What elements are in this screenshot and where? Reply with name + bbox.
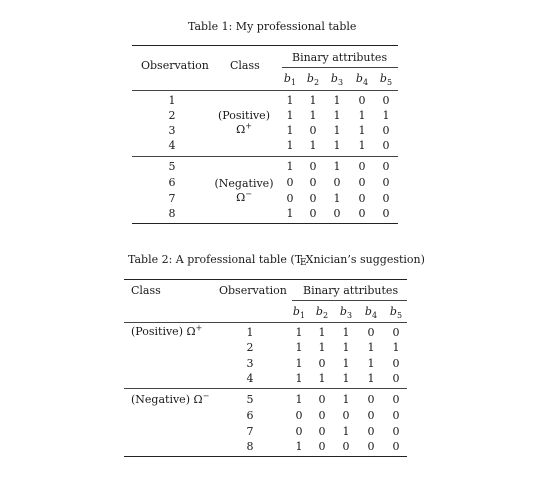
table1-r7-b2: 0 bbox=[309, 192, 317, 205]
table2-mid-rule bbox=[124, 322, 407, 323]
table1-r8-b2: 0 bbox=[309, 207, 317, 220]
table1-r8-b4: 0 bbox=[358, 207, 366, 220]
table2-r6-b3: 0 bbox=[342, 409, 350, 422]
table1-group-rule bbox=[132, 156, 398, 157]
table2-obs-3: 3 bbox=[246, 357, 254, 370]
table2-attr-b5: $b_5$ bbox=[389, 305, 403, 321]
table1-r8-b1: 1 bbox=[286, 207, 294, 220]
table1-obs-1: 1 bbox=[168, 94, 176, 107]
table2-r3-b4: 1 bbox=[367, 357, 375, 370]
table1-r1-b1: 1 bbox=[286, 94, 294, 107]
table2-r8-b3: 0 bbox=[342, 440, 350, 453]
table2-r8-b1: 1 bbox=[295, 440, 303, 453]
table2-r5-b3: 1 bbox=[342, 393, 350, 406]
table1-caption: Table 1: My professional table bbox=[188, 20, 357, 33]
table1-r6-b3: 0 bbox=[333, 176, 341, 189]
table1-attr-b1: $b_1$ bbox=[283, 72, 297, 88]
table1-r3-b1: 1 bbox=[286, 124, 294, 137]
table1-r8-b3: 0 bbox=[333, 207, 341, 220]
table1-r4-b2: 1 bbox=[309, 139, 317, 152]
table2-r7-b2: 0 bbox=[318, 425, 326, 438]
table2-attr-b4: $b_4$ bbox=[364, 305, 378, 321]
table2-r3-b1: 1 bbox=[295, 357, 303, 370]
table2-r1-b2: 1 bbox=[318, 326, 326, 339]
table2-r4-b1: 1 bbox=[295, 372, 303, 385]
table1-bottom-rule bbox=[132, 223, 398, 224]
table2-r6-b2: 0 bbox=[318, 409, 326, 422]
table2-r5-b1: 1 bbox=[295, 393, 303, 406]
table1-r1-b3: 1 bbox=[333, 94, 341, 107]
table2-r1-b5: 0 bbox=[392, 326, 400, 339]
table2-r3-b3: 1 bbox=[342, 357, 350, 370]
table2-obs-2: 2 bbox=[246, 341, 254, 354]
table2-r3-b5: 0 bbox=[392, 357, 400, 370]
table1-class-positive-omega: Ω+ bbox=[236, 121, 252, 136]
table1-r5-b5: 0 bbox=[382, 160, 390, 173]
table2-class-negative: (Negative) Ω− bbox=[131, 391, 210, 406]
table2-r2-b3: 1 bbox=[342, 341, 350, 354]
table1-r6-b2: 0 bbox=[309, 176, 317, 189]
table1-r5-b2: 0 bbox=[309, 160, 317, 173]
table1-r6-b1: 0 bbox=[286, 176, 294, 189]
table2-r2-b4: 1 bbox=[367, 341, 375, 354]
table2-r7-b3: 1 bbox=[342, 425, 350, 438]
table1-attr-b4: $b_4$ bbox=[355, 72, 369, 88]
table2-r6-b1: 0 bbox=[295, 409, 303, 422]
table1-obs-2: 2 bbox=[168, 109, 176, 122]
table1-obs-4: 4 bbox=[168, 139, 176, 152]
table1-r3-b5: 0 bbox=[382, 124, 390, 137]
table1-r2-b4: 1 bbox=[358, 109, 366, 122]
table2-r7-b5: 0 bbox=[392, 425, 400, 438]
table1-r7-b4: 0 bbox=[358, 192, 366, 205]
table1-r4-b1: 1 bbox=[286, 139, 294, 152]
table1-class-negative: (Negative) bbox=[214, 177, 274, 190]
table2-attr-b1: $b_1$ bbox=[292, 305, 306, 321]
table1-header-binary: Binary attributes bbox=[292, 51, 388, 64]
table1-attr-b3: $b_3$ bbox=[330, 72, 344, 88]
table2-r5-b2: 0 bbox=[318, 393, 326, 406]
table1-r5-b3: 1 bbox=[333, 160, 341, 173]
table2-r6-b4: 0 bbox=[367, 409, 375, 422]
table2-obs-1: 1 bbox=[246, 326, 254, 339]
table2-attr-b3: $b_3$ bbox=[339, 305, 353, 321]
table2-header-class: Class bbox=[131, 284, 161, 297]
table1-r2-b3: 1 bbox=[333, 109, 341, 122]
table1-r2-b5: 1 bbox=[382, 109, 390, 122]
table2-obs-6: 6 bbox=[246, 409, 254, 422]
table2-top-rule bbox=[124, 279, 407, 280]
table1-r6-b5: 0 bbox=[382, 176, 390, 189]
table1-r2-b1: 1 bbox=[286, 109, 294, 122]
table1-class-negative-omega: Ω− bbox=[236, 189, 252, 204]
table1-r1-b5: 0 bbox=[382, 94, 390, 107]
table2-attr-b2: $b_2$ bbox=[315, 305, 329, 321]
table2-r4-b3: 1 bbox=[342, 372, 350, 385]
table2-r2-b5: 1 bbox=[392, 341, 400, 354]
table1-header-observation: Observation bbox=[141, 59, 209, 72]
table1-header-class: Class bbox=[230, 59, 260, 72]
table1-r5-b1: 1 bbox=[286, 160, 294, 173]
table1-r7-b5: 0 bbox=[382, 192, 390, 205]
table1-r5-b4: 0 bbox=[358, 160, 366, 173]
table1-r4-b3: 1 bbox=[333, 139, 341, 152]
table2-group-rule bbox=[124, 388, 407, 389]
table2-header-binary: Binary attributes bbox=[303, 284, 399, 297]
table1-obs-5: 5 bbox=[168, 160, 176, 173]
table2-r5-b5: 0 bbox=[392, 393, 400, 406]
table1-attr-b5: $b_5$ bbox=[379, 72, 393, 88]
table1-r7-b1: 0 bbox=[286, 192, 294, 205]
table1-r3-b2: 0 bbox=[309, 124, 317, 137]
table1-r1-b4: 0 bbox=[358, 94, 366, 107]
table1-obs-3: 3 bbox=[168, 124, 176, 137]
table1-r2-b2: 1 bbox=[309, 109, 317, 122]
table2-class-positive: (Positive) Ω+ bbox=[131, 323, 203, 338]
table2-r8-b4: 0 bbox=[367, 440, 375, 453]
table1-obs-6: 6 bbox=[168, 176, 176, 189]
table2-obs-5: 5 bbox=[246, 393, 254, 406]
table1-r3-b3: 1 bbox=[333, 124, 341, 137]
table1-r4-b5: 0 bbox=[382, 139, 390, 152]
table2-r6-b5: 0 bbox=[392, 409, 400, 422]
table2-r7-b4: 0 bbox=[367, 425, 375, 438]
table1-obs-8: 8 bbox=[168, 207, 176, 220]
table2-r8-b2: 0 bbox=[318, 440, 326, 453]
table1-r8-b5: 0 bbox=[382, 207, 390, 220]
table2-r2-b2: 1 bbox=[318, 341, 326, 354]
table2-r4-b2: 1 bbox=[318, 372, 326, 385]
table1-r6-b4: 0 bbox=[358, 176, 366, 189]
table2-r2-b1: 1 bbox=[295, 341, 303, 354]
table2-r1-b4: 0 bbox=[367, 326, 375, 339]
table1-r1-b2: 1 bbox=[309, 94, 317, 107]
table2-r4-b5: 0 bbox=[392, 372, 400, 385]
table2-r1-b1: 1 bbox=[295, 326, 303, 339]
table1-class-positive: (Positive) bbox=[218, 109, 270, 122]
table1-top-rule bbox=[132, 45, 398, 46]
table2-r1-b3: 1 bbox=[342, 326, 350, 339]
table2-r3-b2: 0 bbox=[318, 357, 326, 370]
table2-r7-b1: 0 bbox=[295, 425, 303, 438]
table1-attr-b2: $b_2$ bbox=[306, 72, 320, 88]
table1-mid-rule bbox=[132, 90, 398, 91]
table2-bottom-rule bbox=[124, 456, 407, 457]
table1-cmid-rule bbox=[282, 67, 398, 68]
table1-r7-b3: 1 bbox=[333, 192, 341, 205]
table2-cmid-rule bbox=[292, 300, 407, 301]
table1-r4-b4: 1 bbox=[358, 139, 366, 152]
table1-r3-b4: 1 bbox=[358, 124, 366, 137]
table2-r8-b5: 0 bbox=[392, 440, 400, 453]
table2-obs-4: 4 bbox=[246, 372, 254, 385]
table2-obs-8: 8 bbox=[246, 440, 254, 453]
table1-obs-7: 7 bbox=[168, 192, 176, 205]
table2-caption: Table 2: A professional table (TEXnician’s suggestion) bbox=[128, 253, 425, 268]
table2-obs-7: 7 bbox=[246, 425, 254, 438]
table2-header-observation: Observation bbox=[219, 284, 287, 297]
table2-r5-b4: 0 bbox=[367, 393, 375, 406]
table2-r4-b4: 1 bbox=[367, 372, 375, 385]
